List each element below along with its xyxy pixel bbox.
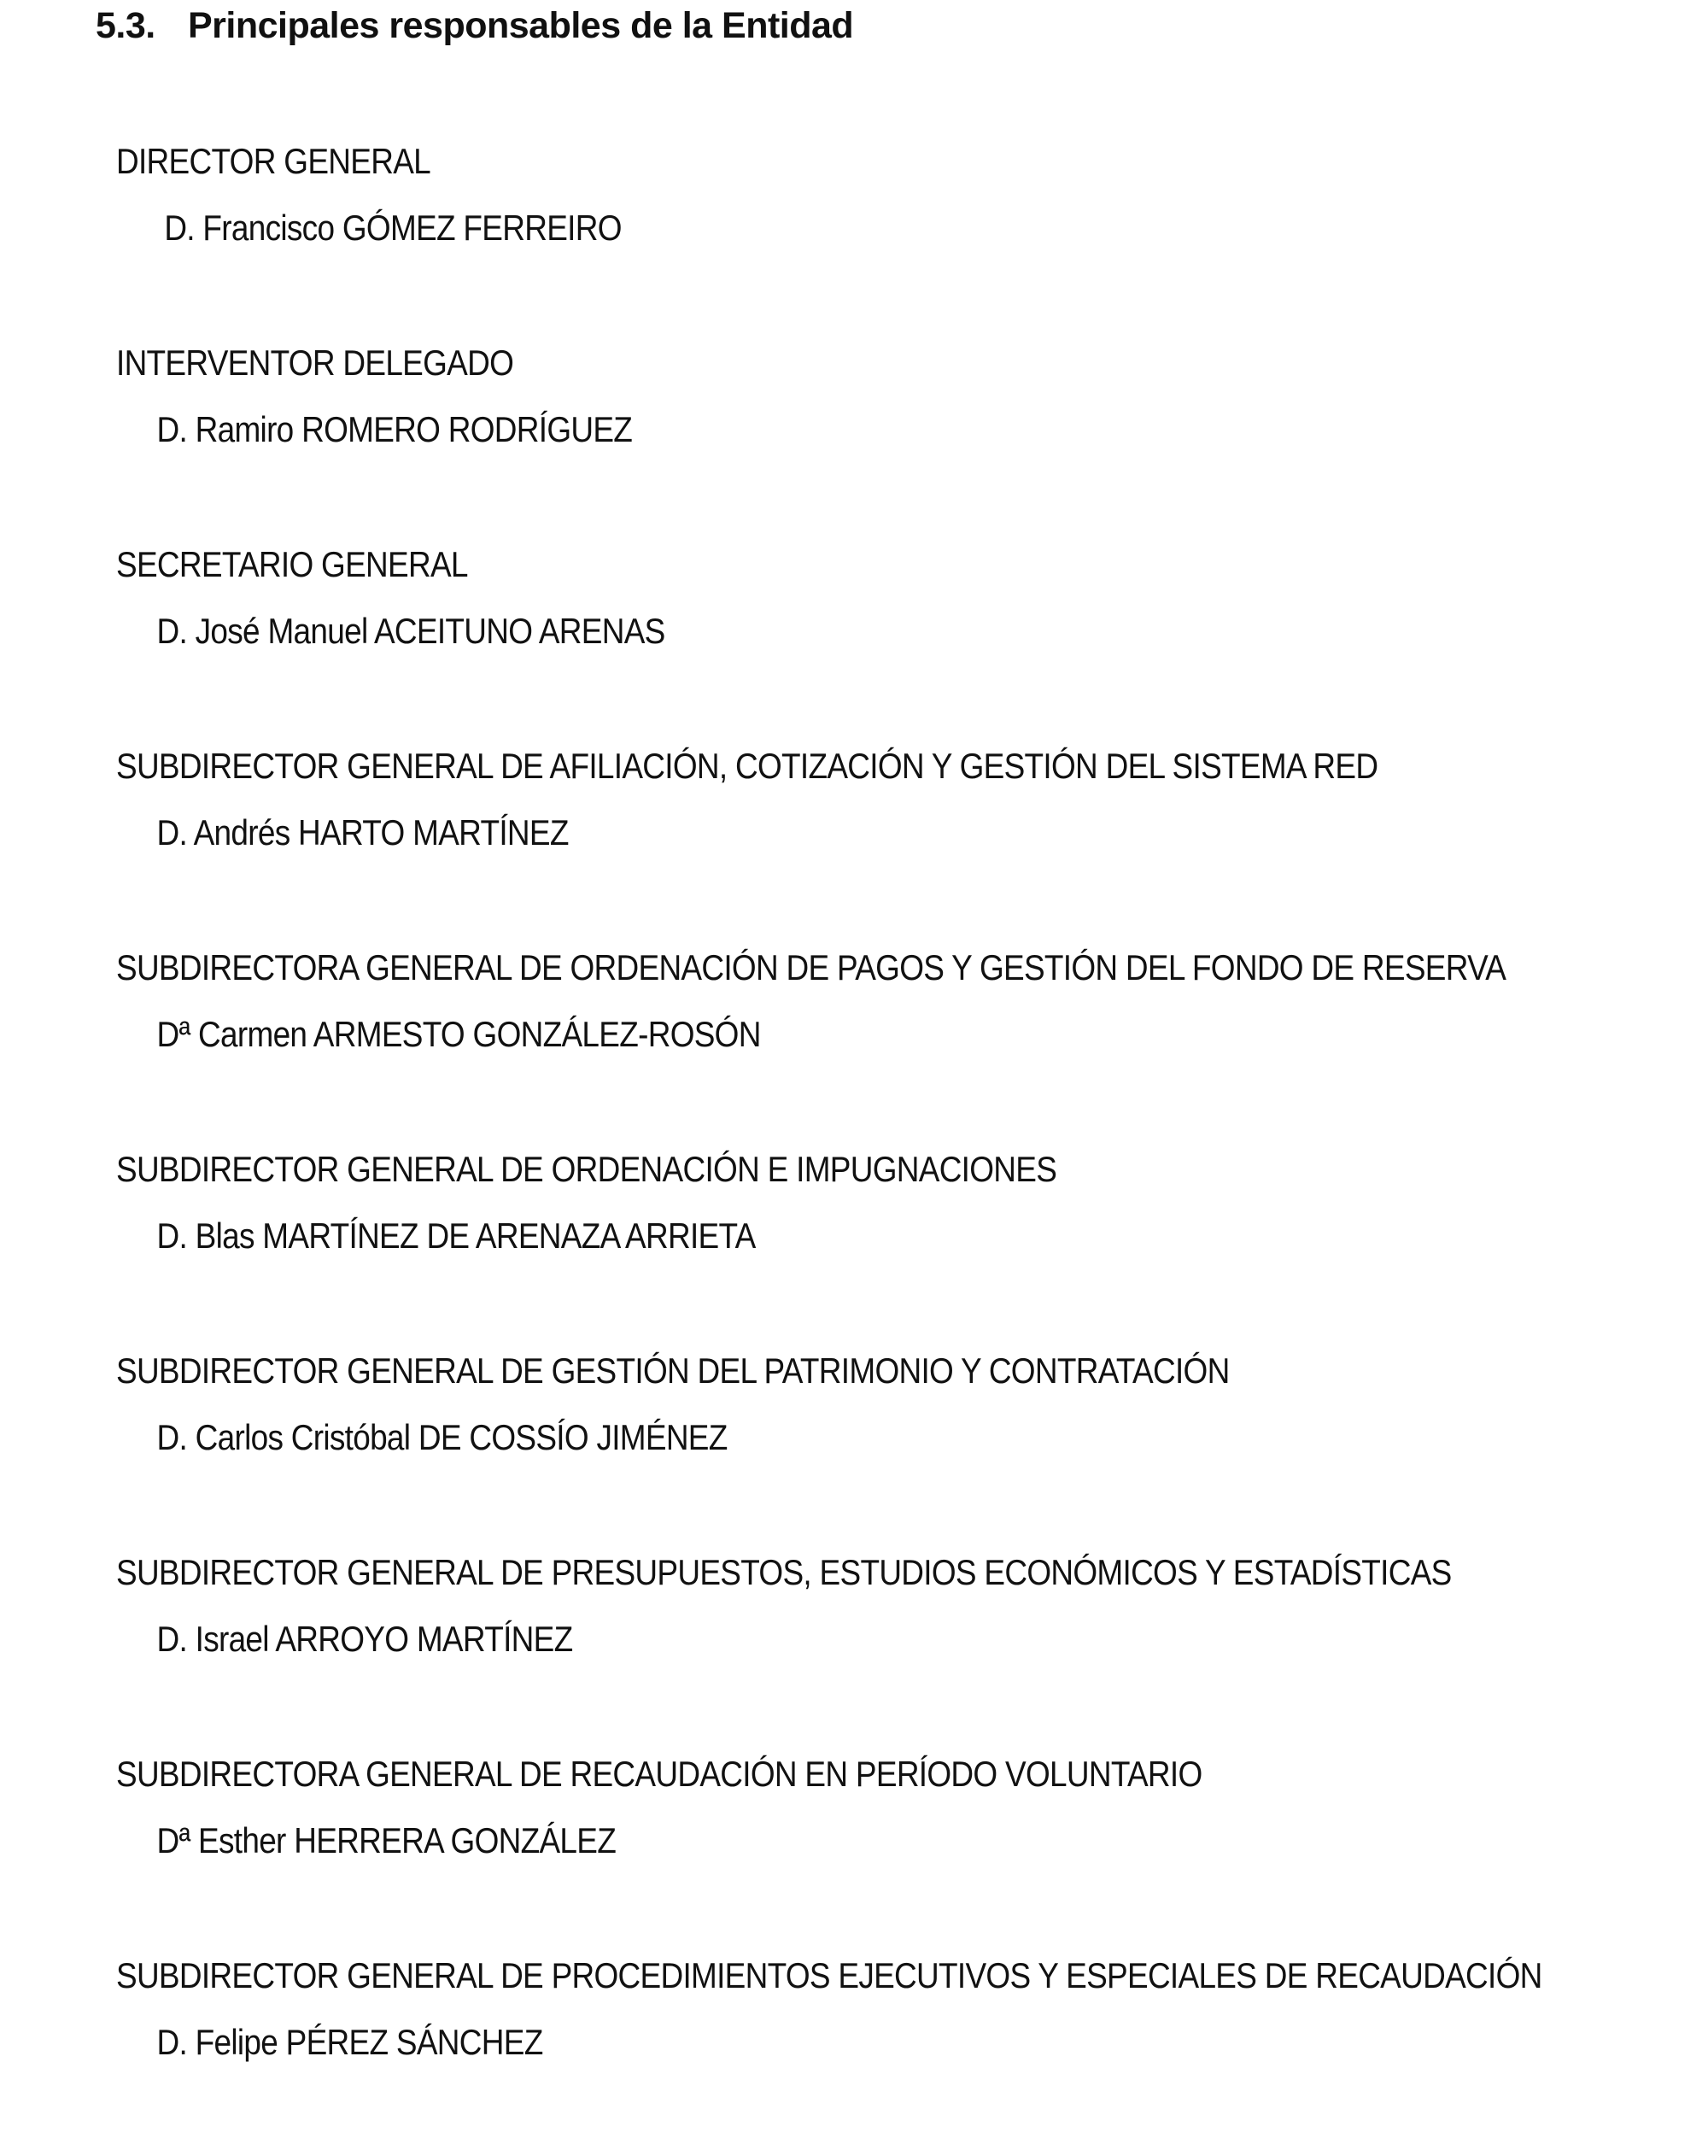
- official-entry: [116, 1148, 1688, 1350]
- official-name: D. Francisco GÓMEZ FERREIRO: [164, 208, 622, 248]
- official-name: D. Israel ARROYO MARTÍNEZ: [156, 1619, 573, 1659]
- official-name: D. José Manuel ACEITUNO ARENAS: [156, 611, 665, 651]
- role-title: SUBDIRECTOR GENERAL DE GESTIÓN DEL PATRIMONIO Y CONTRATACIÓN: [116, 1350, 1230, 1391]
- officials-list: [116, 140, 1688, 2156]
- official-entry: [116, 1551, 1688, 1753]
- role-title: SUBDIRECTOR GENERAL DE ORDENACIÓN E IMPUGNACIONES: [116, 1149, 1057, 1189]
- official-name: Dª Carmen ARMESTO GONZÁLEZ-ROSÓN: [156, 1014, 761, 1054]
- official-entry: [116, 543, 1688, 745]
- official-entry: [116, 1753, 1688, 1954]
- section-heading: [96, 5, 853, 47]
- official-entry: [116, 342, 1688, 543]
- section-number: 5.3.: [96, 5, 155, 46]
- official-name: D. Felipe PÉREZ SÁNCHEZ: [156, 2022, 543, 2062]
- official-entry: [116, 140, 1688, 342]
- section-title: Principales responsables de la Entidad: [188, 5, 854, 46]
- official-entry: [116, 1954, 1688, 2156]
- role-title: INTERVENTOR DELEGADO: [116, 343, 514, 383]
- role-title: SUBDIRECTOR GENERAL DE PROCEDIMIENTOS EJECUTIVOS Y ESPECIALES DE RECAUDACIÓN: [116, 1955, 1542, 1995]
- role-title: DIRECTOR GENERAL: [116, 141, 430, 181]
- role-title: SUBDIRECTOR GENERAL DE PRESUPUESTOS, ESTUDIOS ECONÓMICOS Y ESTADÍSTICAS: [116, 1552, 1452, 1592]
- official-entry: [116, 745, 1688, 946]
- official-entry: [116, 1350, 1688, 1551]
- official-name: Dª Esther HERRERA GONZÁLEZ: [156, 1820, 617, 1860]
- official-entry: [116, 946, 1688, 1148]
- role-title: SUBDIRECTOR GENERAL DE AFILIACIÓN, COTIZACIÓN Y GESTIÓN DEL SISTEMA RED: [116, 746, 1378, 786]
- official-name: D. Carlos Cristóbal DE COSSÍO JIMÉNEZ: [156, 1417, 728, 1457]
- role-title: SUBDIRECTORA GENERAL DE ORDENACIÓN DE PAGOS Y GESTIÓN DEL FONDO DE RESERVA: [116, 947, 1506, 987]
- official-name: D. Ramiro ROMERO RODRÍGUEZ: [156, 409, 633, 449]
- official-name: D. Andrés HARTO MARTÍNEZ: [156, 812, 569, 852]
- role-title: SECRETARIO GENERAL: [116, 544, 468, 584]
- official-name: D. Blas MARTÍNEZ DE ARENAZA ARRIETA: [156, 1216, 756, 1256]
- role-title: SUBDIRECTORA GENERAL DE RECAUDACIÓN EN PERÍODO VOLUNTARIO: [116, 1754, 1202, 1794]
